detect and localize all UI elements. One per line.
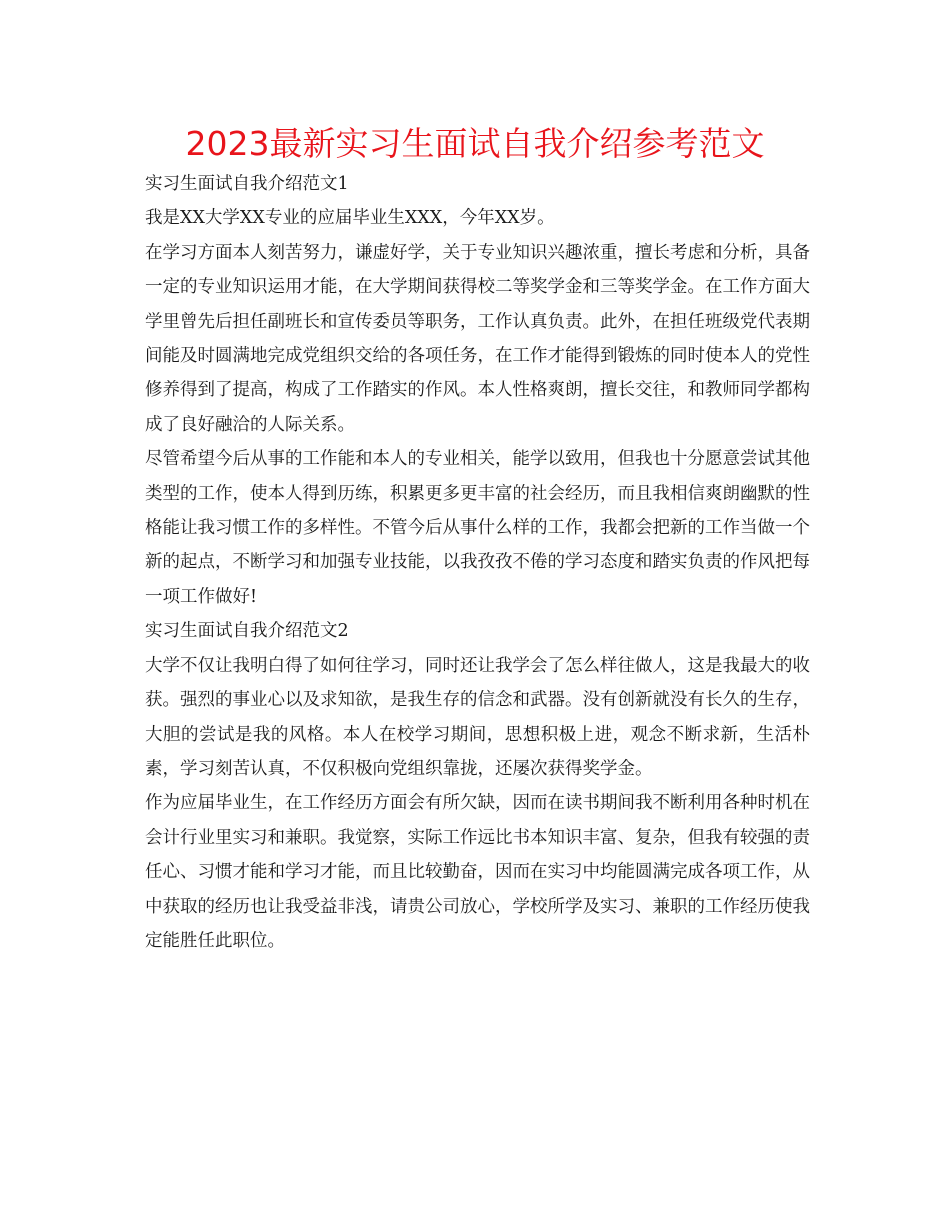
paragraph-intro: 我是XX大学XX专业的应届毕业生XXX，今年XX岁。 — [145, 208, 555, 229]
paragraph-career-hopes: 尽管希望今后从事的工作能和本人的专业相关，能学以致用，但我也十分愿意尝试其他类型的工作，使本人得到历练，积累更多更丰富的社会经历，而且我相信爽朗幽默的性格能让我习惯工作的多样性。不管今后从事什么样的工作，我都会把新的工作当做一个新的起点，不断学习和加强专业技能，以我孜孜不倦的学习态度和踏实负责的作风把每一项工作做好! — [145, 449, 810, 607]
section-heading-1: 实习生面试自我介绍范文1 — [145, 174, 349, 194]
paragraph-experience: 作为应届毕业生，在工作经历方面会有所欠缺，因而在读书期间我不断利用各种时机在会计行业里实习和兼职。我觉察，实际工作远比书本知识丰富、复杂，但我有较强的责任心、习惯才能和学习才能，而且比较勤奋，因而在实习中均能圆满完成各项工作，从中获取的经历也让我受益非浅，请贵公司放心，学校所学及实习、兼职的工作经历使我定能胜任此职位。 — [145, 793, 810, 951]
document-title: 2023最新实习生面试自我介绍参考范文 — [185, 124, 765, 163]
paragraph-study: 在学习方面本人刻苦努力，谦虚好学，关于专业知识兴趣浓重，擅长考虑和分析，具备一定的专业知识运用才能，在大学期间获得校二等奖学金和三等奖学金。在工作方面大学里曾先后担任副班长和宣传委员等职务，工作认真负责。此外，在担任班级党代表期间能及时圆满地完成党组织交给的各项任务，在工作才能得到锻炼的同时使本人的党性修养得到了提高，构成了工作踏实的作风。本人性格爽朗，擅长交往，和教师同学都构成了良好融洽的人际关系。 — [145, 242, 810, 435]
document-body — [145, 167, 810, 958]
section-heading-2: 实习生面试自我介绍范文2 — [145, 621, 349, 642]
paragraph-university: 大学不仅让我明白得了如何往学习，同时还让我学会了怎么样往做人，这是我最大的收获。强烈的事业心以及求知欲，是我生存的信念和武器。没有创新就没有长久的生存，大胆的尝试是我的风格。本人在校学习期间，思想积极上进，观念不断求新，生活朴素，学习刻苦认真，不仅积极向党组织靠拢，还屡次获得奖学金。 — [145, 655, 810, 779]
